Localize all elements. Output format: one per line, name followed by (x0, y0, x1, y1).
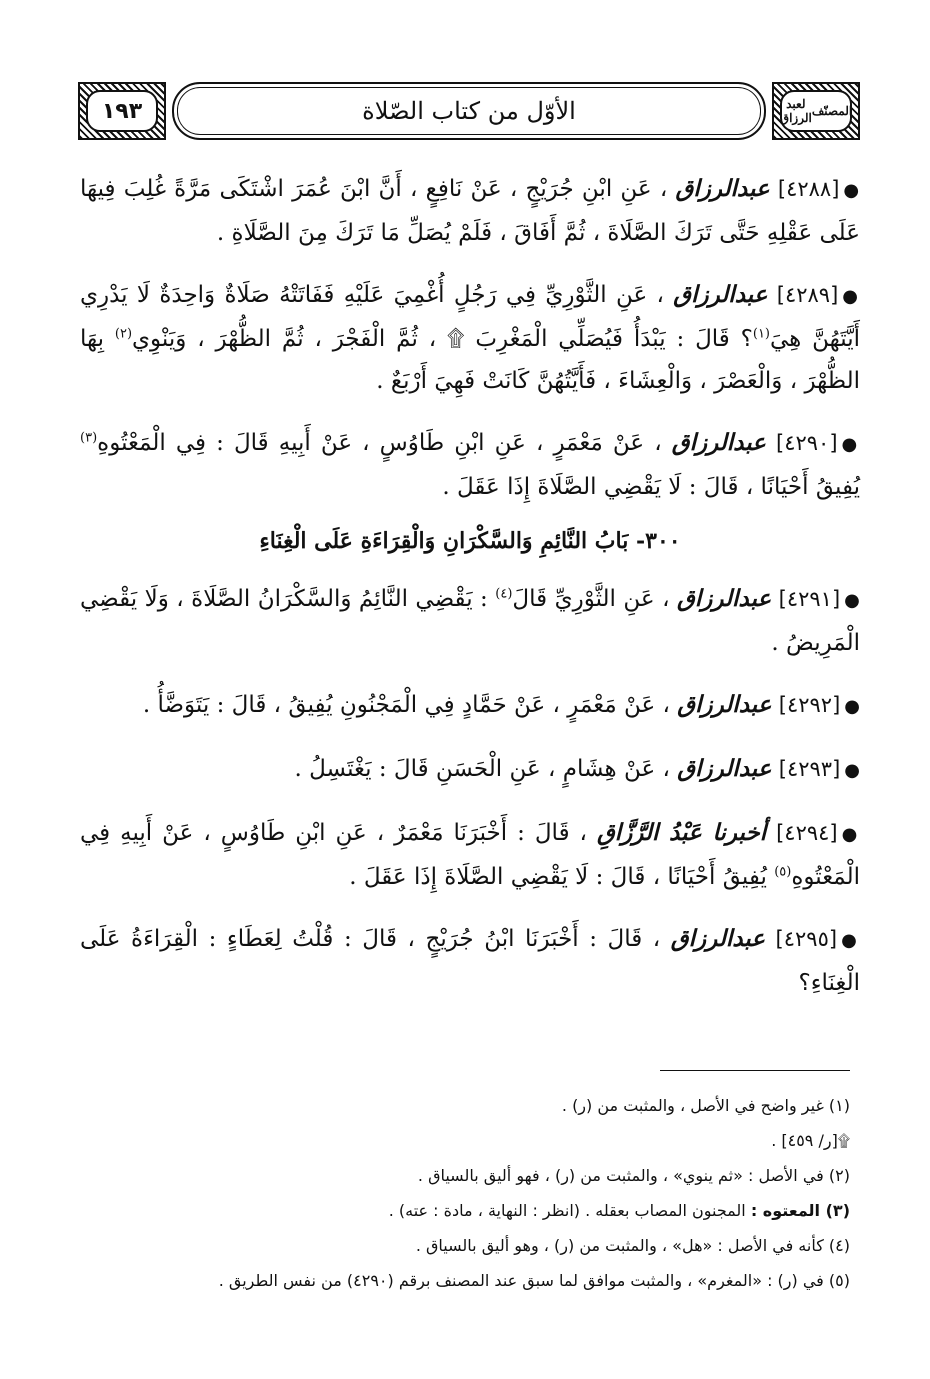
running-title-frame (172, 82, 766, 140)
page-header (78, 82, 860, 140)
hadith-text: ، عَنِ الثَّوْرِيِّ فِي رَجُلٍ أُغْمِيَ عَلَيْهِ فَفَاتَتْهُ صَلَاةٌ وَاحِدَةٌ لَا يَدْرِي أَيَّتَهُنَّ هِيَ (80, 282, 860, 352)
narrator-name: عبدالرزاق (677, 755, 772, 782)
book-logo (772, 82, 860, 140)
hadith-number: [٤٢٩٥] (775, 927, 838, 951)
narrator-name: عبدالرزاق (670, 925, 765, 952)
bullet-icon: ● (844, 696, 860, 717)
footnote-ref[interactable]: (١) (752, 326, 770, 342)
bullet-icon: ● (841, 434, 860, 455)
hadith-text: بِهَا الظُّهْرَ ، وَالْعَصْرَ ، وَالْعِشَاءَ ، فَأَيَّتُهُنَّ كَانَتْ فَهِيَ أَرْبَعٌ . (80, 326, 860, 394)
footnote-ref[interactable]: (٣) (80, 430, 98, 446)
hadith-text: ؟ قَالَ : يَبْدَأُ فَيُصَلِّي الْمَغْرِبَ ۩ ، ثُمَّ الْفَجْرَ ، ثُمَّ الظُّهْرَ ، وَيَنْوِي (132, 326, 753, 352)
bullet-icon: ● (841, 930, 861, 951)
page-number-ornament (78, 82, 166, 140)
narrator-name: عبدالرزاق (673, 281, 768, 308)
running-title: الأوّل من كتاب الصّلاة (362, 97, 576, 125)
narrator-name: عبدالرزاق (675, 175, 770, 202)
bullet-icon: ● (844, 590, 861, 611)
hadith-entry (80, 918, 860, 1004)
hadith-number: [٤٢٩٢] (778, 693, 841, 717)
footnote: (٥) في (ر) : «المغرم» ، والمثبت موافق لما سبق عند المصنف برقم (٤٢٩٠) من نفس الطريق . (218, 1271, 850, 1290)
narrator-name: أخبرنا عَبْدُ الرَّزَّاقِ (596, 819, 767, 846)
hadith-text: ، عَنِ ابْنِ جُرَيْجٍ ، عَنْ نَافِعٍ ، أَنَّ ابْنَ عُمَرَ اشْتَكَى مَرَّةً غُلِبَ فِيهَا عَلَى عَقْلِهِ حَتَّى تَرَكَ الصَّلَاةَ ، ثُمَّ أَفَاقَ ، فَلَمْ يُصَلِّ مَا تَرَكَ مِنَ الصَّلَاةِ . (80, 176, 860, 246)
narrator-name: عبدالرزاق (671, 429, 766, 456)
footnote: (٤) كأنه في الأصل : «هل» ، والمثبت من (ر) ، وهو أليق بالسياق . (415, 1236, 850, 1255)
hadith-text: يُفِيقُ أَحْيَانًا ، قَالَ : لَا يَقْضِي الصَّلَاةَ إِذَا عَقَلَ . (349, 864, 767, 890)
footnote-ref[interactable]: (٢) (114, 326, 133, 342)
hadith-entry (80, 812, 860, 898)
footnotes (90, 1088, 850, 1298)
bullet-icon: ● (843, 180, 860, 201)
hadith-number: [٤٢٩٣] (778, 757, 841, 781)
hadith-text: ، قَالَ : أَخْبَرَنَا ابْنُ جُرَيْجٍ ، قَالَ : قُلْتُ لِعَطَاءٍ : الْقِرَاءَةُ عَلَى الْغِنَاءِ؟ (80, 926, 860, 996)
hadith-text: ، قَالَ : أَخْبَرَنَا مَعْمَرٌ ، عَنِ ابْنِ طَاوُسٍ ، عَنْ أَبِيهِ فِي الْمَعْتُوهِ (80, 820, 860, 890)
footnote: ۩[ر/ ٤٥٩] . (771, 1131, 850, 1150)
footnote (90, 1193, 850, 1228)
hadith-number: [٤٢٩٠] (775, 431, 838, 455)
hadith-number: [٤٢٨٩] (776, 283, 839, 307)
footnote-separator (660, 1070, 850, 1071)
hadith-entry (80, 748, 860, 792)
hadith-entry (80, 578, 860, 664)
bullet-icon: ● (844, 760, 860, 781)
hadith-entry (80, 422, 860, 508)
hadith-text: ، عَنِ الثَّوْرِيِّ قَالَ (512, 586, 670, 612)
hadith-number: [٤٢٩٤] (776, 821, 838, 845)
footnote: (٢) في الأصل : «ثم ينوي» ، والمثبت من (ر) ، فهو أليق بالسياق . (417, 1166, 850, 1185)
main-text (80, 168, 860, 1024)
footnote-term: (٣) المعتوه : (750, 1201, 850, 1220)
logo-line-2: لعبد الرزاق (779, 97, 812, 125)
footnote-ref[interactable]: (٤) (495, 586, 513, 602)
chapter-heading: ٣٠٠- بَابُ النَّائِمِ وَالسَّكْرَانِ وَالْقِرَاءَةِ عَلَى الْغِنَاءِ (259, 528, 681, 554)
hadith-text: يُفِيقُ أَحْيَانًا ، قَالَ : لَا يَقْضِي الصَّلَاةَ إِذَا عَقَلَ . (442, 474, 860, 500)
logo-line-1: المصنّف (811, 104, 853, 118)
footnote-ref[interactable]: (٥) (774, 864, 792, 880)
hadith-number: [٤٢٩١] (778, 587, 841, 611)
hadith-text: : يَقْضِي النَّائِمُ وَالسَّكْرَانُ الصَّلَاةَ ، وَلَا يَقْضِي الْمَرِيضُ . (80, 586, 860, 656)
hadith-entry (80, 274, 860, 402)
hadith-text: ، عَنْ مَعْمَرٍ ، عَنْ حَمَّادٍ فِي الْمَجْنُونِ يُفِيقُ ، قَالَ : يَتَوَضَّأُ . (142, 692, 670, 718)
hadith-entry (80, 168, 860, 254)
narrator-name: عبدالرزاق (676, 585, 772, 612)
hadith-entry (80, 684, 860, 728)
hadith-text: ، عَنْ هِشَامٍ ، عَنِ الْحَسَنِ قَالَ : يَغْتَسِلُ . (294, 756, 670, 782)
footnote: (١) غير واضح في الأصل ، والمثبت من (ر) . (561, 1096, 850, 1115)
bullet-icon: ● (841, 824, 860, 845)
footnote-text: المجنون المصاب بعقله . (انظر : النهاية ، مادة : عته) . (388, 1201, 751, 1220)
narrator-name: عبدالرزاق (677, 691, 772, 718)
hadith-number: [٤٢٨٨] (777, 177, 840, 201)
page-number: ١٩٣ (101, 98, 143, 124)
bullet-icon: ● (842, 286, 860, 307)
hadith-text: ، عَنْ مَعْمَرٍ ، عَنِ ابْنِ طَاوُسٍ ، عَنْ أَبِيهِ قَالَ : فِي الْمَعْتُوهِ (97, 430, 662, 456)
